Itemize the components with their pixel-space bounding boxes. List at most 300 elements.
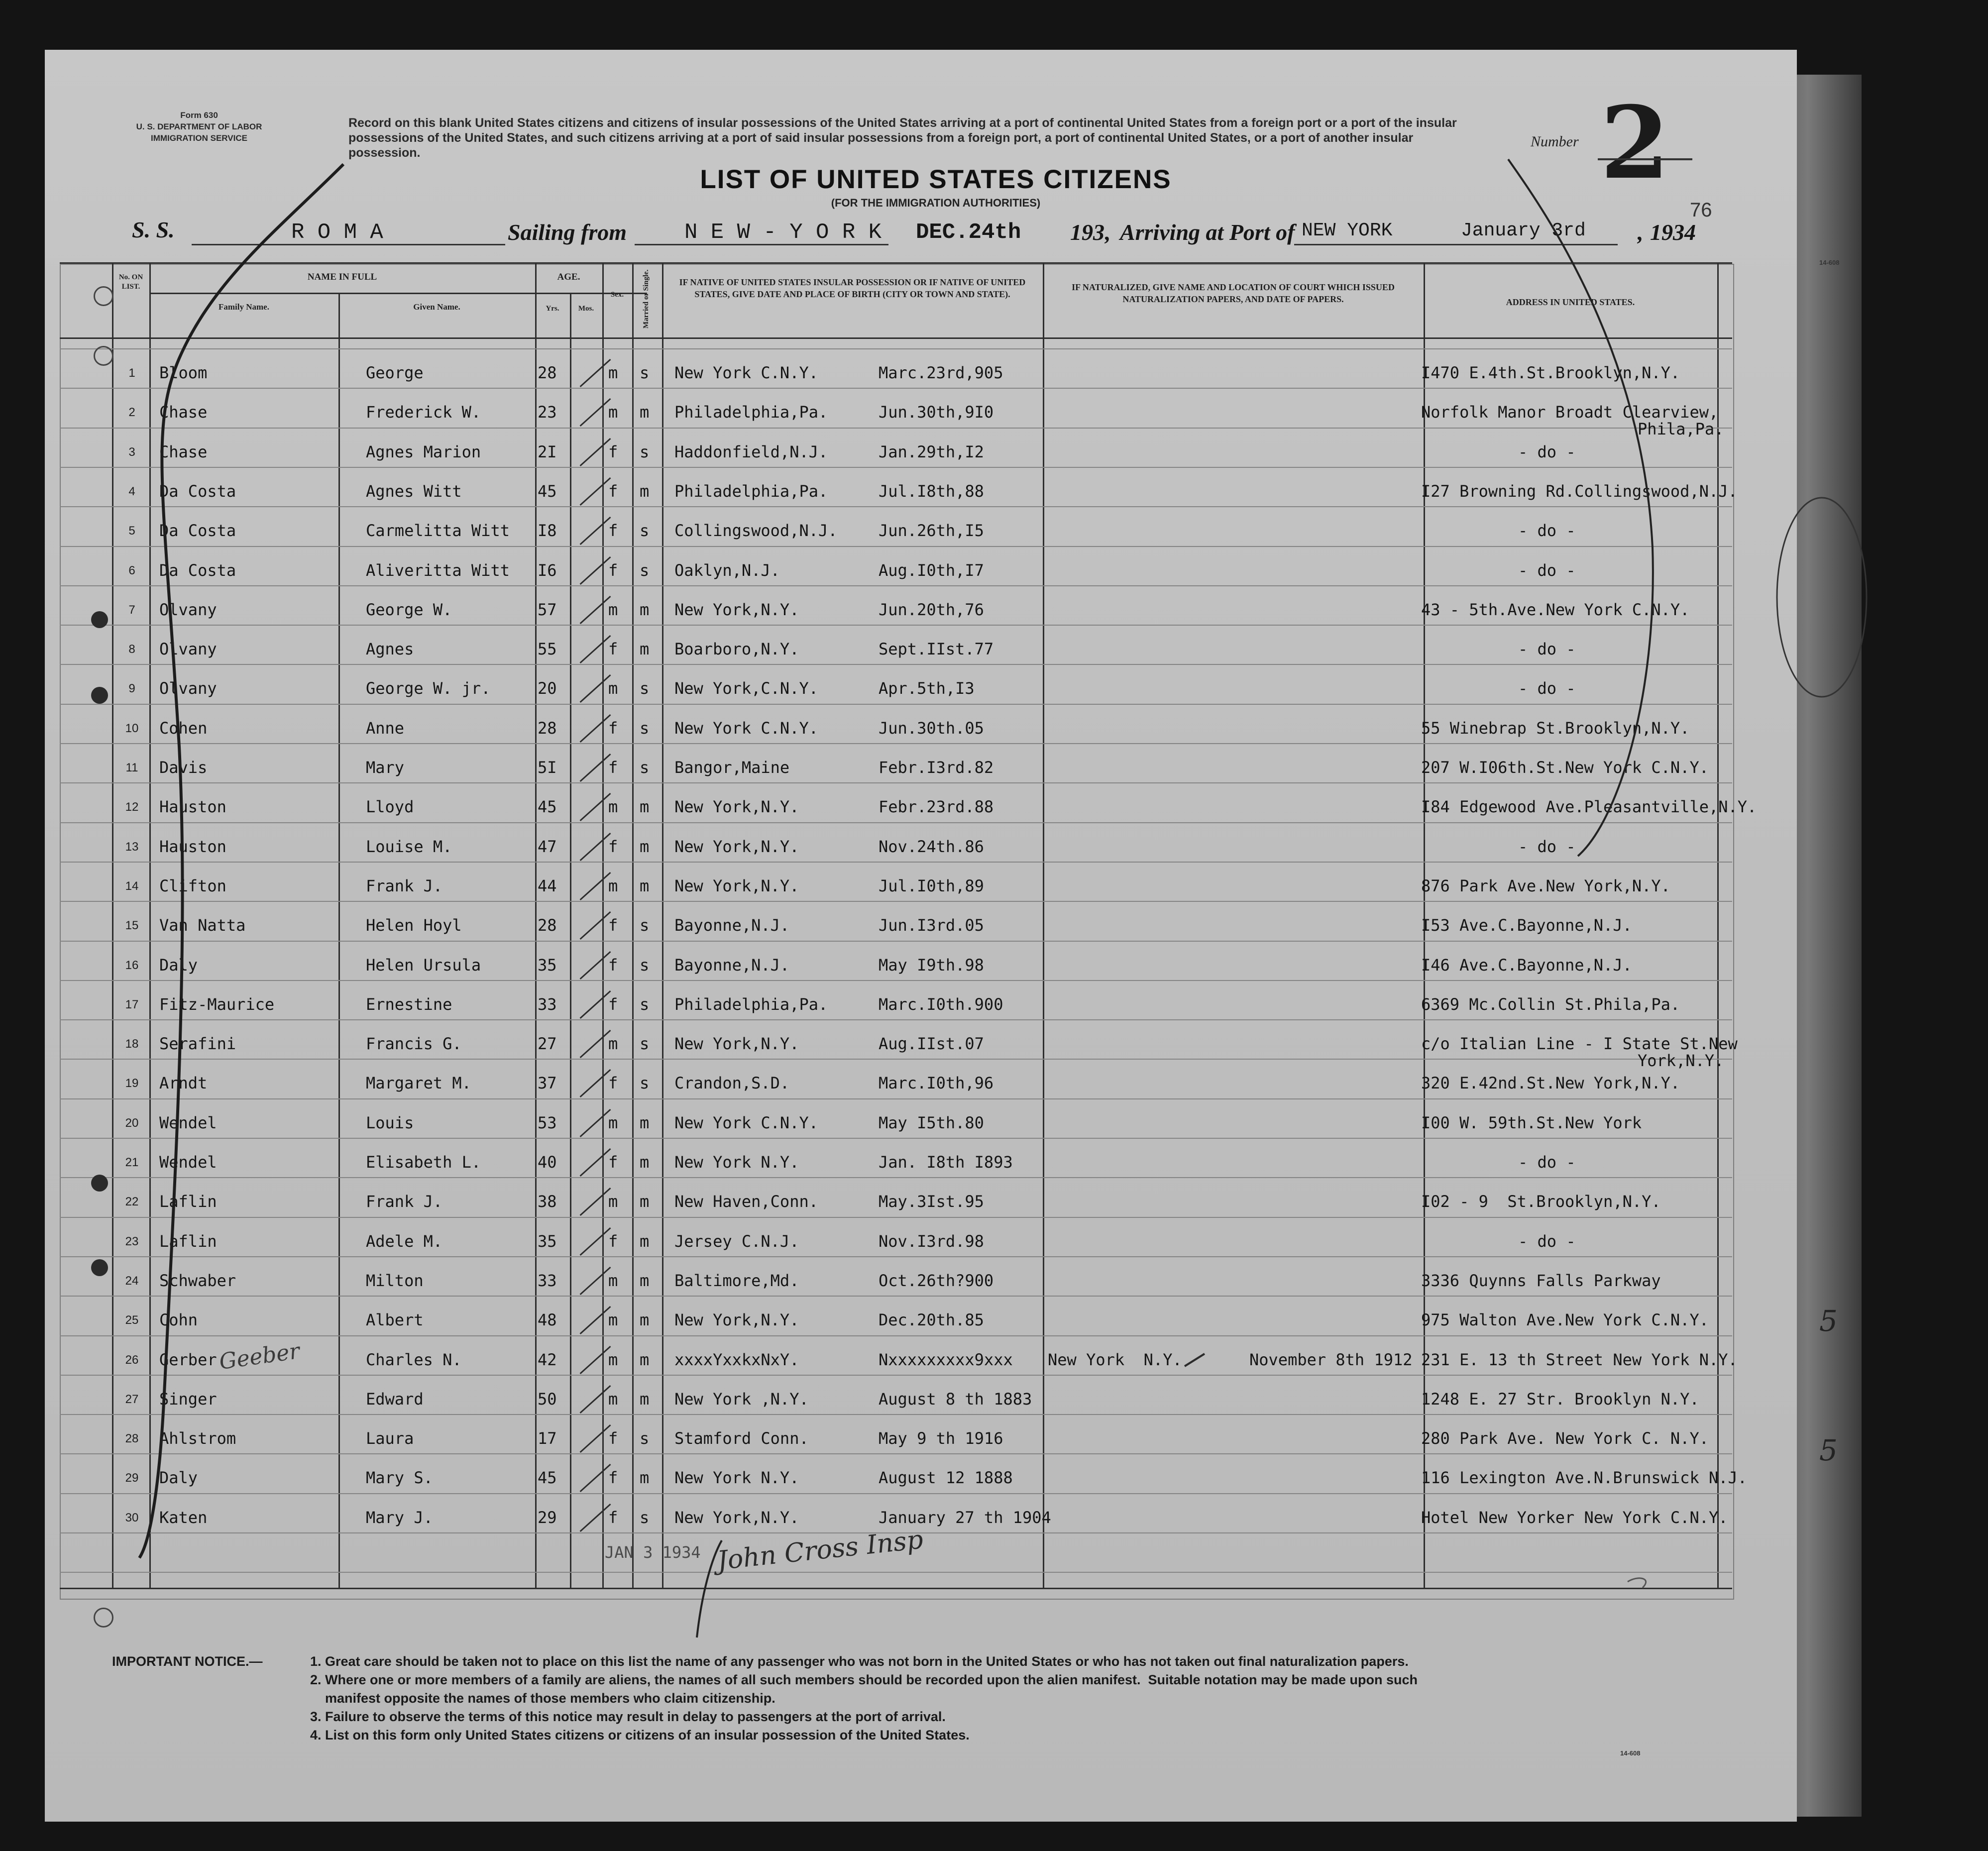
- row-birth: May 9 th 1916: [879, 1429, 1003, 1448]
- arrival-year: 1934: [1650, 219, 1696, 245]
- row-sex: f: [608, 560, 618, 580]
- department: U. S. DEPARTMENT OF LABOR: [136, 122, 262, 131]
- row-family: Clifton: [159, 876, 226, 895]
- row-given: Francis G.: [366, 1034, 462, 1054]
- notice-heading: IMPORTANT NOTICE.—: [112, 1654, 263, 1669]
- row-no: 28: [125, 1432, 139, 1446]
- row-ms: m: [640, 403, 650, 422]
- row-ms: m: [640, 797, 650, 817]
- row-no: 8: [128, 643, 135, 656]
- row-place: Crandon,S.D.: [674, 1074, 790, 1093]
- ss-label: S. S.: [132, 217, 175, 242]
- row-place: New York,N.Y.: [674, 1034, 799, 1054]
- row-birth: Jun.30th,9I0: [879, 403, 994, 422]
- row-ms: s: [640, 955, 650, 975]
- row-place: New York C.N.Y.: [674, 718, 818, 738]
- row-birth: Jun.30th.05: [879, 718, 984, 738]
- row-ms: s: [640, 916, 650, 935]
- row-age: 53: [538, 1113, 557, 1132]
- col-header-given: Given Name.: [413, 302, 460, 312]
- arrival-date: January 3rd: [1461, 220, 1586, 241]
- row-ms: m: [640, 1310, 650, 1330]
- faint-mark: [1628, 1578, 1646, 1588]
- row-family: Arndt: [159, 1074, 208, 1093]
- row-place: Philadelphia,Pa.: [674, 403, 828, 422]
- row-no: 11: [125, 761, 138, 774]
- row-birth: Jul.I0th,89: [879, 876, 984, 895]
- ship-name: R O M A: [291, 220, 383, 245]
- row-addr: I02 - 9 St.Brooklyn,N.Y.: [1421, 1192, 1661, 1211]
- row-nat: New York N.Y.: [1048, 1350, 1182, 1369]
- row-given: Frank J.: [366, 1192, 443, 1211]
- row-ms: m: [640, 1468, 650, 1488]
- row-no: 21: [125, 1156, 139, 1169]
- row-place: Philadelphia,Pa.: [674, 481, 828, 501]
- row-birth: Aug.IIst.07: [879, 1034, 984, 1054]
- row-family: Fitz-Maurice: [159, 994, 275, 1014]
- row-place: Boarboro,N.Y.: [674, 640, 799, 659]
- row-age: 20: [538, 679, 557, 698]
- row-sex: m: [608, 1310, 618, 1330]
- row-family: Da Costa: [159, 481, 236, 501]
- row-sex: f: [608, 1508, 618, 1527]
- row-place: Philadelphia,Pa.: [674, 994, 828, 1014]
- row-place: New York,N.Y.: [674, 876, 799, 895]
- row-ms: m: [640, 640, 650, 659]
- row-no: 27: [125, 1392, 139, 1406]
- row-addr: 3336 Quynns Falls Parkway: [1421, 1271, 1661, 1290]
- row-ms: m: [640, 481, 650, 501]
- row-given: Agnes Marion: [366, 442, 481, 461]
- row-age: 40: [538, 1153, 557, 1172]
- row-given: Louise M.: [366, 837, 452, 856]
- row-place: Jersey C.N.J.: [674, 1231, 799, 1251]
- row-no: 16: [125, 958, 139, 972]
- punch-hole: [91, 687, 108, 704]
- row-ms: m: [640, 1153, 650, 1172]
- row-addr: - do -: [1518, 560, 1576, 580]
- row-ms: m: [640, 1350, 650, 1369]
- row-ms: s: [640, 442, 650, 461]
- row-sex: m: [608, 600, 618, 619]
- row-birth: Aug.I0th,I7: [879, 560, 984, 580]
- col-header-sex: Sex.: [610, 291, 624, 299]
- row-sex: m: [608, 1271, 618, 1290]
- row-natdate: November 8th 1912: [1249, 1350, 1413, 1369]
- row-addr: - do -: [1518, 1153, 1576, 1172]
- row-sex: f: [608, 955, 618, 975]
- row-no: 26: [125, 1353, 139, 1367]
- row-ms: s: [640, 560, 650, 580]
- row-place: Collingswood,N.J.: [674, 521, 838, 541]
- row-addr: 280 Park Ave. New York C. N.Y.: [1421, 1429, 1709, 1448]
- row-given: Agnes Witt: [366, 481, 462, 501]
- row-birth: Marc.I0th,96: [879, 1074, 994, 1093]
- footer-code: 14-608: [1620, 1749, 1641, 1757]
- col-header-address: ADDRESS IN UNITED STATES.: [1506, 297, 1635, 307]
- row-sex: f: [608, 1074, 618, 1093]
- row-no: 9: [128, 682, 135, 696]
- service: IMMIGRATION SERVICE: [151, 133, 247, 143]
- row-age: I8: [538, 521, 557, 541]
- row-ms: s: [640, 718, 650, 738]
- row-ms: s: [640, 679, 650, 698]
- handwritten-name-correction: Geeber: [218, 1338, 302, 1375]
- row-addr: 231 E. 13 th Street New York N.Y.: [1421, 1350, 1738, 1369]
- row-sex: f: [608, 1429, 618, 1448]
- row-given: Laura: [366, 1429, 414, 1448]
- row-no: 24: [125, 1274, 139, 1288]
- row-no: 12: [125, 800, 139, 814]
- row-birth: Febr.23rd.88: [879, 797, 994, 817]
- row-ms: m: [640, 1271, 650, 1290]
- departure-year: 193: [1070, 219, 1104, 245]
- row-place: Haddonfield,N.J.: [674, 442, 828, 461]
- list-number: 2: [1600, 85, 1670, 202]
- row-sex: m: [608, 363, 618, 382]
- row-ms: m: [640, 1113, 650, 1132]
- row-birth: Sept.IIst.77: [879, 640, 994, 659]
- row-addr: 207 W.I06th.St.New York C.N.Y.: [1421, 758, 1709, 777]
- row-addr: - do -: [1518, 679, 1576, 698]
- row-age: 27: [538, 1034, 557, 1054]
- row-family: Daly: [159, 1468, 198, 1488]
- row-family: Olvany: [159, 600, 217, 619]
- row-given: Mary J.: [366, 1508, 433, 1527]
- col-header-native: IF NATIVE OF UNITED STATES INSULAR POSSESSION OR IF NATIVE OF UNITED STATES, GIVE DATE AND PLACE OF BIRTH (CITY OR TOWN AND STATE).: [679, 277, 1026, 299]
- row-family: Wendel: [159, 1153, 217, 1172]
- row-addr2: Phila,Pa.: [1638, 420, 1724, 439]
- row-addr: - do -: [1518, 837, 1576, 856]
- edge-pencil-loop: [1777, 498, 1867, 697]
- row-given: Elisabeth L.: [366, 1153, 481, 1172]
- instructions-text: Record on this blank United States citizens and citizens of insular possessions of the United States arriving at a port of continental United States from a foreign port or a port of the insular possessions of the United States, and such citizens arriving at a port of said insular possessions from a foreign port, a port of continental United States, or a port of another insular possession.: [348, 116, 1457, 160]
- row-given: Margaret M.: [366, 1074, 471, 1093]
- row-place: New York ,N.Y.: [674, 1389, 809, 1409]
- row-family: Van Natta: [159, 916, 246, 935]
- punch-hole: [91, 611, 108, 628]
- row-birth: Marc.I0th.900: [879, 994, 1003, 1014]
- row-addr: 876 Park Ave.New York,N.Y.: [1421, 876, 1670, 895]
- row-no: 13: [125, 840, 139, 854]
- page-subtitle: (FOR THE IMMIGRATION AUTHORITIES): [831, 197, 1041, 209]
- col-header-name: NAME IN FULL: [307, 272, 377, 282]
- row-sex: f: [608, 837, 618, 856]
- row-sex: f: [608, 994, 618, 1014]
- row-addr: - do -: [1518, 1231, 1576, 1251]
- row-family: Chase: [159, 442, 208, 461]
- row-sex: m: [608, 1389, 618, 1409]
- row-no: 19: [125, 1077, 139, 1090]
- row-birth: Nov.I3rd.98: [879, 1231, 984, 1251]
- row-addr: I53 Ave.C.Bayonne,N.J.: [1421, 916, 1632, 935]
- row-birth: May I5th.80: [879, 1113, 984, 1132]
- row-no: 15: [125, 919, 139, 933]
- row-addr: I470 E.4th.St.Brooklyn,N.Y.: [1421, 363, 1680, 382]
- row-birth: August 8 th 1883: [879, 1389, 1032, 1409]
- row-age: 17: [538, 1429, 557, 1448]
- arrival-port: NEW YORK: [1302, 220, 1393, 241]
- punch-hole-empty: [94, 286, 113, 306]
- row-given: Agnes: [366, 640, 414, 659]
- row-ms: s: [640, 758, 650, 777]
- row-given: George: [366, 363, 424, 382]
- row-addr: - do -: [1518, 640, 1576, 659]
- row-age: 5I: [538, 758, 557, 777]
- row-family: Ahlstrom: [159, 1429, 236, 1448]
- row-no: 10: [125, 721, 139, 735]
- row-no: 5: [128, 524, 135, 538]
- row-birth: Nov.24th.86: [879, 837, 984, 856]
- col-header-no: No. ON LIST.: [118, 273, 143, 291]
- row-no: 2: [128, 406, 135, 420]
- row-age: 57: [538, 600, 557, 619]
- row-addr: 320 E.42nd.St.New York,N.Y.: [1421, 1074, 1680, 1093]
- row-sex: m: [608, 679, 618, 698]
- row-family: Serafini: [159, 1034, 236, 1054]
- row-ms: s: [640, 1034, 650, 1054]
- row-birth: May I9th.98: [879, 955, 984, 975]
- row-age: 23: [538, 403, 557, 422]
- row-ms: m: [640, 1389, 650, 1409]
- row-age: 45: [538, 1468, 557, 1488]
- form-number: Form 630: [180, 110, 218, 120]
- row-age: 33: [538, 994, 557, 1014]
- row-given: Helen Ursula: [366, 955, 481, 975]
- row-place: New York C.N.Y.: [674, 1113, 818, 1132]
- row-place: New York,C.N.Y.: [674, 679, 818, 698]
- row-given: Mary S.: [366, 1468, 433, 1488]
- row-place: New York,N.Y.: [674, 837, 799, 856]
- punch-hole-empty: [94, 1608, 113, 1628]
- row-place: New York,N.Y.: [674, 1310, 799, 1330]
- row-addr: I00 W. 59th.St.New York: [1421, 1113, 1642, 1132]
- row-addr: 6369 Mc.Collin St.Phila,Pa.: [1421, 994, 1680, 1014]
- row-given: Albert: [366, 1310, 424, 1330]
- row-family: Laflin: [159, 1231, 217, 1251]
- row-age: 50: [538, 1389, 557, 1409]
- row-addr: 43 - 5th.Ave.New York C.N.Y.: [1421, 600, 1690, 619]
- row-sex: m: [608, 1192, 618, 1211]
- row-family: Schwaber: [159, 1271, 236, 1290]
- row-addr: c/o Italian Line - I State St.New: [1421, 1034, 1738, 1054]
- row-birth: Nxxxxxxxxx9xxx: [879, 1350, 1013, 1369]
- row-place: New York,N.Y.: [674, 600, 799, 619]
- row-no: 25: [125, 1313, 139, 1327]
- row-ms: m: [640, 876, 650, 895]
- margin-mark-2: 5: [1819, 1433, 1838, 1467]
- row-place: Bangor,Maine: [674, 758, 790, 777]
- row-sex: f: [608, 521, 618, 541]
- row-birth: Jan.29th,I2: [879, 442, 984, 461]
- row-family: Singer: [159, 1389, 217, 1409]
- row-birth: Marc.23rd,905: [879, 363, 1003, 382]
- sailing-label: Sailing from: [508, 219, 627, 245]
- row-addr: - do -: [1518, 442, 1576, 461]
- departure-date: DEC.24th: [916, 220, 1021, 245]
- notice-item-4: 4. List on this form only United States citizens or citizens of an insular possession of the United States.: [310, 1728, 970, 1742]
- row-age: 28: [538, 916, 557, 935]
- row-given: Helen Hoyl: [366, 916, 462, 935]
- row-sex: m: [608, 403, 618, 422]
- row-sex: m: [608, 1350, 618, 1369]
- row-given: Adele M.: [366, 1231, 443, 1251]
- notice-item-1: 1. Great care should be taken not to place on this list the name of any passenger who was not born in the United States or who has not taken out final naturalization papers.: [310, 1654, 1409, 1669]
- row-place: New York C.N.Y.: [674, 363, 818, 382]
- row-given: Frank J.: [366, 876, 443, 895]
- notice-item-2: 2. Where one or more members of a family are aliens, the names of all such members should be recorded upon the alien manifest. Suitable notation may be made upon such manifest opposite the names of those members who claim citizenship.: [310, 1672, 1418, 1706]
- row-birth: Febr.I3rd.82: [879, 758, 994, 777]
- row-ms: s: [640, 1429, 650, 1448]
- row-family: Katen: [159, 1508, 208, 1527]
- row-age: 47: [538, 837, 557, 856]
- row-sex: f: [608, 758, 618, 777]
- col-header-age: AGE.: [557, 272, 580, 282]
- row-given: Aliveritta Witt: [366, 560, 510, 580]
- page-number: 76: [1690, 199, 1712, 221]
- row-age: I6: [538, 560, 557, 580]
- row-age: 45: [538, 797, 557, 817]
- row-given: Lloyd: [366, 797, 414, 817]
- checkmark-stroke: [1185, 1354, 1205, 1366]
- signature-tail: [697, 1540, 722, 1637]
- row-place: Baltimore,Md.: [674, 1271, 799, 1290]
- row-given: Ernestine: [366, 994, 452, 1014]
- row-sex: f: [608, 481, 618, 501]
- row-place: New York,N.Y.: [674, 797, 799, 817]
- number-label: Number: [1531, 133, 1579, 150]
- header-code: 14-608: [1819, 259, 1840, 266]
- row-no: 29: [125, 1471, 139, 1485]
- row-ms: m: [640, 600, 650, 619]
- row-ms: s: [640, 1508, 650, 1527]
- row-no: 6: [128, 563, 135, 577]
- row-addr: I27 Browning Rd.Collingswood,N.J.: [1421, 481, 1738, 501]
- col-header-married: Married or Single.: [642, 269, 650, 328]
- row-birth: Dec.20th.85: [879, 1310, 984, 1330]
- row-addr: I84 Edgewood Ave.Pleasantville,N.Y.: [1421, 797, 1757, 817]
- row-age: 37: [538, 1074, 557, 1093]
- col-header-yrs: Yrs.: [546, 305, 559, 313]
- row-given: Carmelitta Witt: [366, 521, 510, 541]
- inspector-signature: John Cross Insp: [716, 1524, 925, 1576]
- arriving-label: Arriving at Port of: [1120, 219, 1295, 245]
- row-place: New York,N.Y.: [674, 1508, 799, 1527]
- row-birth: Jun.20th,76: [879, 600, 984, 619]
- row-given: George W. jr.: [366, 679, 491, 698]
- row-age: 44: [538, 876, 557, 895]
- row-age: 38: [538, 1192, 557, 1211]
- row-birth: Oct.26th?900: [879, 1271, 994, 1290]
- row-age: 48: [538, 1310, 557, 1330]
- row-family: Gerber: [159, 1350, 217, 1369]
- row-family: Cohn: [159, 1310, 198, 1330]
- punch-hole-empty: [94, 346, 113, 366]
- row-place: Oaklyn,N.J.: [674, 560, 780, 580]
- row-no: 22: [125, 1195, 139, 1209]
- row-ms: m: [640, 1231, 650, 1251]
- row-place: New York N.Y.: [674, 1153, 799, 1172]
- row-family: Wendel: [159, 1113, 217, 1132]
- col-header-naturalized: IF NATURALIZED, GIVE NAME AND LOCATION OF COURT WHICH ISSUED NATURALIZATION PAPERS, AND DATE OF PAPERS.: [1072, 282, 1395, 304]
- row-sex: m: [608, 1034, 618, 1054]
- row-place: Bayonne,N.J.: [674, 955, 790, 975]
- row-no: 3: [128, 445, 135, 459]
- row-given: Edward: [366, 1389, 424, 1409]
- row-birth: January 27 th 1904: [879, 1508, 1051, 1527]
- row-place: New Haven,Conn.: [674, 1192, 818, 1211]
- row-no: 23: [125, 1234, 139, 1248]
- row-no: 4: [128, 484, 135, 498]
- row-ms: s: [640, 521, 650, 541]
- row-ms: m: [640, 837, 650, 856]
- row-age: 55: [538, 640, 557, 659]
- row-addr: Hotel New Yorker New York C.N.Y.: [1421, 1508, 1728, 1527]
- row-addr: 1248 E. 27 Str. Brooklyn N.Y.: [1421, 1389, 1699, 1409]
- row-no: 17: [125, 997, 139, 1011]
- row-birth: August 12 1888: [879, 1468, 1013, 1488]
- row-family: Hauston: [159, 797, 226, 817]
- row-birth: Apr.5th,I3: [879, 679, 975, 698]
- row-place: Stamford Conn.: [674, 1429, 809, 1448]
- row-addr: 116 Lexington Ave.N.Brunswick N.J.: [1421, 1468, 1748, 1488]
- row-family: Da Costa: [159, 560, 236, 580]
- row-ms: s: [640, 363, 650, 382]
- row-family: Hauston: [159, 837, 226, 856]
- margin-mark-1: 5: [1819, 1304, 1838, 1338]
- row-family: Chase: [159, 403, 208, 422]
- col-header-family: Family Name.: [219, 302, 269, 312]
- col-header-mos: Mos.: [578, 305, 594, 313]
- row-sex: m: [608, 797, 618, 817]
- row-birth: Jun.26th,I5: [879, 521, 984, 541]
- row-birth: May.3Ist.95: [879, 1192, 984, 1211]
- departure-port: N E W - Y O R K: [684, 220, 882, 245]
- row-family: Olvany: [159, 679, 217, 698]
- row-no: 7: [128, 603, 135, 617]
- row-no: 20: [125, 1116, 139, 1130]
- row-sex: f: [608, 916, 618, 935]
- page-title: LIST OF UNITED STATES CITIZENS: [700, 165, 1172, 194]
- row-family: Olvany: [159, 640, 217, 659]
- punch-hole: [91, 1259, 108, 1276]
- row-no: 1: [128, 366, 135, 380]
- row-age: 45: [538, 481, 557, 501]
- row-addr: 975 Walton Ave.New York C.N.Y.: [1421, 1310, 1709, 1330]
- notice-item-3: 3. Failure to observe the terms of this notice may result in delay to passengers at the port of arrival.: [310, 1709, 946, 1724]
- row-no: 14: [125, 879, 139, 893]
- row-sex: f: [608, 640, 618, 659]
- row-given: Mary: [366, 758, 405, 777]
- row-place: xxxxYxxkxNxY.: [674, 1350, 799, 1369]
- row-addr: I46 Ave.C.Bayonne,N.J.: [1421, 955, 1632, 975]
- row-age: 35: [538, 1231, 557, 1251]
- row-birth: Jun.I3rd.05: [879, 916, 984, 935]
- row-no: 30: [125, 1511, 139, 1524]
- row-family: Laflin: [159, 1192, 217, 1211]
- row-age: 28: [538, 718, 557, 738]
- row-sex: m: [608, 1113, 618, 1132]
- row-family: Cohen: [159, 718, 208, 738]
- row-sex: m: [608, 876, 618, 895]
- row-age: 29: [538, 1508, 557, 1527]
- row-sex: f: [608, 1231, 618, 1251]
- row-addr2: York,N.Y.: [1638, 1051, 1724, 1071]
- row-given: Charles N.: [366, 1350, 462, 1369]
- row-birth: Jan. I8th I893: [879, 1153, 1013, 1172]
- row-given: Anne: [366, 718, 405, 738]
- row-addr: 55 Winebrap St.Brooklyn,N.Y.: [1421, 718, 1690, 738]
